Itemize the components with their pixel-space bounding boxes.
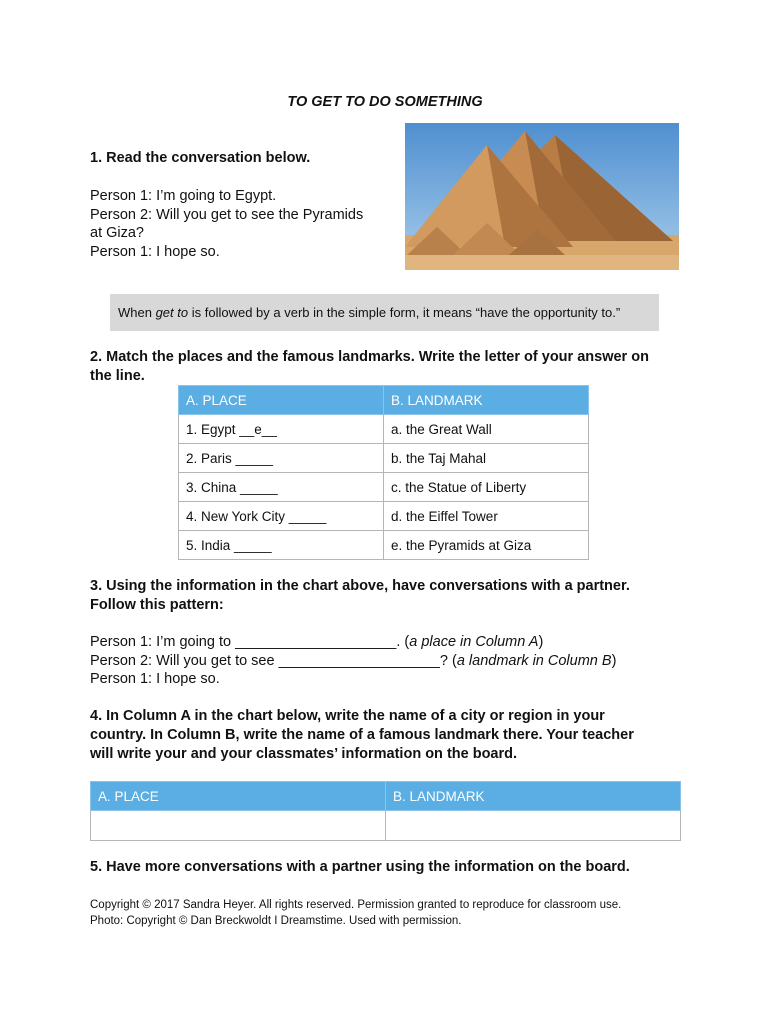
table-row bbox=[179, 502, 589, 531]
place-cell[interactable]: 1. Egypt __e__ bbox=[179, 415, 384, 444]
q2-heading: 2. Match the places and the famous landmarks. Write the letter of your answer on the line. bbox=[90, 349, 649, 384]
column-header-place: A. PLACE bbox=[91, 782, 386, 811]
q4-heading: 4. In Column A in the chart below, write the name of a city or region in your country. In Column B, write the name of a famous landmark there. Your teacher will write your and your classmates’ information on the board. bbox=[90, 708, 634, 762]
conversation-line: Person 1: I’m going to Egypt. bbox=[90, 188, 277, 204]
conversation-line: Person 1: I hope so. bbox=[90, 243, 220, 260]
landmark-cell: a. the Great Wall bbox=[384, 415, 589, 444]
copyright-notice: Copyright © 2017 Sandra Heyer. All rights reserved. Permission granted to reproduce for classroom use. Photo: Copyright © Dan Breckwoldt I Dreamstime. Used with permission. bbox=[90, 899, 622, 927]
pattern-line: Person 1: I’m going to ____________________. (a place in Column A) bbox=[90, 634, 544, 650]
column-header-landmark: B. LANDMARK bbox=[384, 386, 589, 415]
q1-conversation bbox=[90, 187, 363, 261]
place-cell[interactable]: 4. New York City _____ bbox=[179, 502, 384, 531]
pattern-line: Person 1: I hope so. bbox=[90, 671, 220, 687]
q5-heading: 5. Have more conversations with a partner using the information on the board. bbox=[90, 859, 630, 875]
table-row bbox=[179, 473, 589, 502]
q1-heading: 1. Read the conversation below. bbox=[90, 150, 311, 166]
table-row bbox=[179, 415, 589, 444]
landmark-input-cell[interactable] bbox=[386, 811, 681, 841]
matching-table bbox=[178, 385, 589, 560]
pattern-line: Person 2: Will you get to see ____________________? (a landmark in Column B) bbox=[90, 652, 617, 669]
conversation-line: at Giza? bbox=[90, 225, 144, 241]
student-table bbox=[90, 781, 681, 841]
grammar-note: When get to is followed by a verb in the simple form, it means “have the opportunity to.” bbox=[110, 294, 659, 331]
landmark-cell: d. the Eiffel Tower bbox=[384, 502, 589, 531]
place-cell[interactable]: 3. China _____ bbox=[179, 473, 384, 502]
landmark-cell: e. the Pyramids at Giza bbox=[384, 531, 589, 560]
place-cell[interactable]: 5. India _____ bbox=[179, 531, 384, 560]
pyramids-photo bbox=[405, 123, 679, 270]
landmark-cell: b. the Taj Mahal bbox=[384, 444, 589, 473]
place-cell[interactable]: 2. Paris _____ bbox=[179, 444, 384, 473]
q3-pattern bbox=[90, 633, 616, 689]
table-row bbox=[179, 444, 589, 473]
column-header-landmark: B. LANDMARK bbox=[386, 782, 681, 811]
conversation-line: Person 2: Will you get to see the Pyramids bbox=[90, 206, 364, 223]
table-row bbox=[179, 531, 589, 560]
landmark-cell: c. the Statue of Liberty bbox=[384, 473, 589, 502]
page-title: TO GET TO DO SOMETHING bbox=[287, 94, 483, 110]
q3-heading: 3. Using the information in the chart above, have conversations with a partner. Follow this pattern: bbox=[90, 578, 630, 613]
place-input-cell[interactable] bbox=[91, 811, 386, 841]
column-header-place: A. PLACE bbox=[179, 386, 384, 415]
table-row bbox=[91, 811, 681, 841]
